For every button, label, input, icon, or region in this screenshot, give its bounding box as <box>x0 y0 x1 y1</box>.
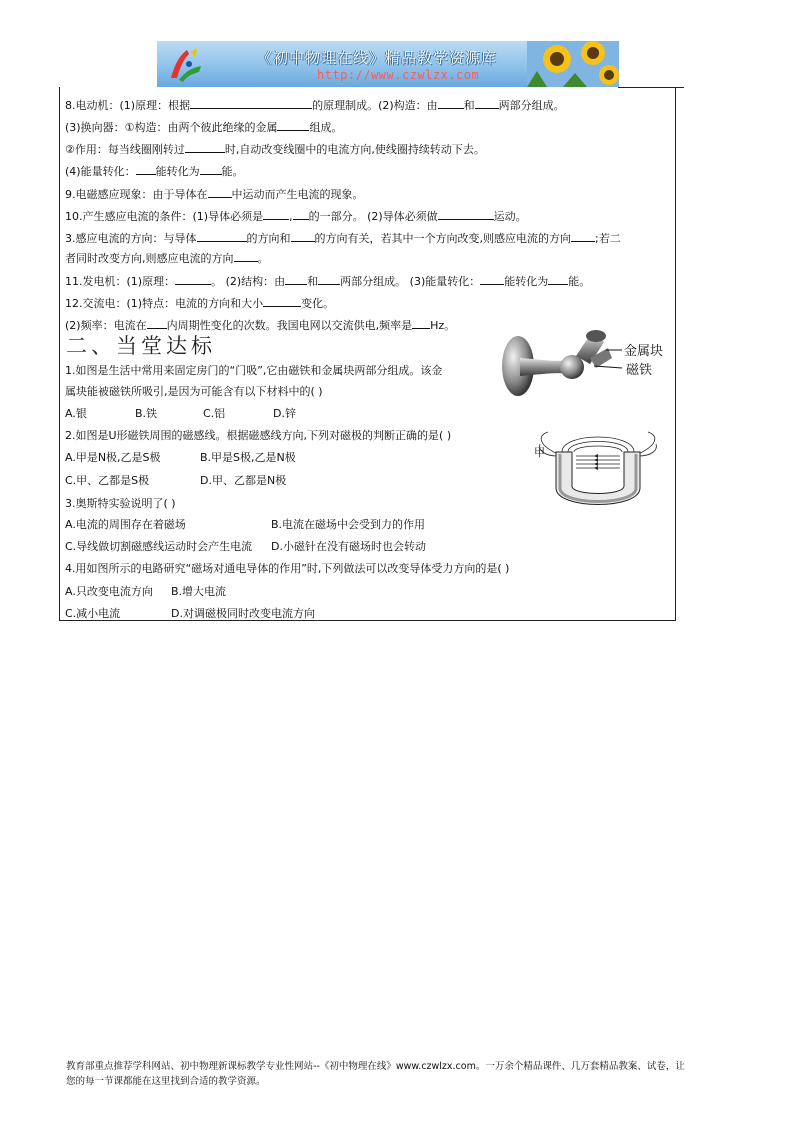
q3-options-row1 <box>65 518 425 532</box>
magnet-label: 磁铁 <box>626 363 653 378</box>
pole-jia-label: 甲 <box>534 446 545 459</box>
line-ac-frequency: (2)频率：电流在 内周期性变化的次数。我国电网以交流供电,频率是 Hz。 <box>65 319 456 332</box>
q2-option-c[interactable]: C.甲、乙都是S极 <box>65 474 150 487</box>
q4-options-row2 <box>65 607 315 621</box>
metal-block-label: 金属块 <box>624 344 664 359</box>
line-induction-conditions: 10.产生感应电流的条件：(1)导体必须是 , 的一部分。 (2)导体必须做 运动。 <box>65 210 527 223</box>
sunflower-icon <box>527 41 619 87</box>
header-banner <box>157 41 619 87</box>
u-magnet-figure-icon <box>532 426 664 512</box>
footer-line-2: 您的每一节课都能在这里找到合适的教学资源。 <box>66 1076 266 1087</box>
line-current-direction: 3.感应电流的方向：与导体 的方向和 的方向有关，若其中一个方向改变,则感应电流的方向 ;若二 <box>65 232 621 245</box>
frame-top-line <box>618 87 684 88</box>
site-logo-icon <box>165 44 205 84</box>
q2-stem: 2.如图是U形磁铁周围的磁感线。根据磁感线方向,下列对磁极的判断正确的是( ) <box>65 429 452 442</box>
q4-options-row1 <box>65 585 226 599</box>
q4-option-c[interactable]: C.减小电流 <box>65 607 121 620</box>
banner-title: 《初中物理在线》精品教学资源库 <box>257 49 498 67</box>
q3-stem: 3.奥斯特实验说明了( ) <box>65 497 176 510</box>
section-title: 二、当堂达标 <box>66 334 216 358</box>
q1-option-c[interactable]: C.铝 <box>203 407 226 420</box>
q1-stem-line1: 1.如图是生活中常用来固定房门的“门吸”,它由磁铁和金属块两部分组成。该金 <box>65 364 443 377</box>
door-stop-figure-icon <box>496 322 666 404</box>
footer-line-1: 教育部重点推荐学科网站、初中物理新课标教学专业性网站--《初中物理在线》www.czwlzx.com。一万余个精品课件、几万套精品教案、试卷，让 <box>66 1061 685 1072</box>
banner-url[interactable]: http://www.czwlzx.com <box>317 68 480 82</box>
line-commutator-function: ②作用：每当线圈刚转过 时,自动改变线圈中的电流方向,使线圈持续转动下去。 <box>65 143 485 156</box>
q3-option-a[interactable]: A.电流的周围存在着磁场 <box>65 518 186 531</box>
q1-option-a[interactable]: A.银 <box>65 407 87 420</box>
q4-option-d[interactable]: D.对调磁极同时改变电流方向 <box>171 607 315 620</box>
line-ac-feature: 12.交流电：(1)特点：电流的方向和大小 变化。 <box>65 297 335 310</box>
q2-options-row1 <box>65 451 296 465</box>
q4-option-b[interactable]: B.增大电流 <box>171 585 227 598</box>
line-motor-principle: 8.电动机：(1)原理：根据 的原理制成。(2)构造：由 和 两部分组成。 <box>65 99 565 112</box>
q1-option-d[interactable]: D.锌 <box>273 407 296 420</box>
q3-option-c[interactable]: C.导线做切割磁感线运动时会产生电流 <box>65 540 253 553</box>
q1-stem-line2: 属块能被磁铁所吸引,是因为可能含有以下材料中的( ) <box>65 385 323 398</box>
q1-options <box>65 407 296 421</box>
line-commutator-structure: (3)换向器：①构造：由两个彼此绝缘的金属 组成。 <box>65 121 343 134</box>
line-generator: 11.发电机：(1)原理： 。 (2)结构：由 和 两部分组成。 (3)能量转化： 能转化为 能。 <box>65 275 591 288</box>
line-induction: 9.电磁感应现象：由于导体在 中运动而产生电流的现象。 <box>65 188 364 201</box>
q3-option-b[interactable]: B.电流在磁场中会受到力的作用 <box>271 518 426 531</box>
q2-option-a[interactable]: A.甲是N极,乙是S极 <box>65 451 161 464</box>
q2-options-row2 <box>65 474 286 488</box>
q4-option-a[interactable]: A.只改变电流方向 <box>65 585 153 598</box>
q1-option-b[interactable]: B.铁 <box>135 407 158 420</box>
line-current-direction-2: 者同时改变方向,则感应电流的方向 。 <box>65 252 269 265</box>
line-energy-conversion: (4)能量转化： 能转化为 能。 <box>65 165 244 178</box>
footer-note <box>66 1059 721 1089</box>
q3-option-d[interactable]: D.小磁针在没有磁场时也会转动 <box>271 540 426 553</box>
q4-stem: 4.用如图所示的电路研究“磁场对通电导体的作用”时,下列做法可以改变导体受力方向的是( ) <box>65 562 510 575</box>
q3-options-row2 <box>65 540 426 554</box>
q2-option-b[interactable]: B.甲是S极,乙是N极 <box>200 451 296 464</box>
q2-option-d[interactable]: D.甲、乙都是N极 <box>200 474 287 487</box>
